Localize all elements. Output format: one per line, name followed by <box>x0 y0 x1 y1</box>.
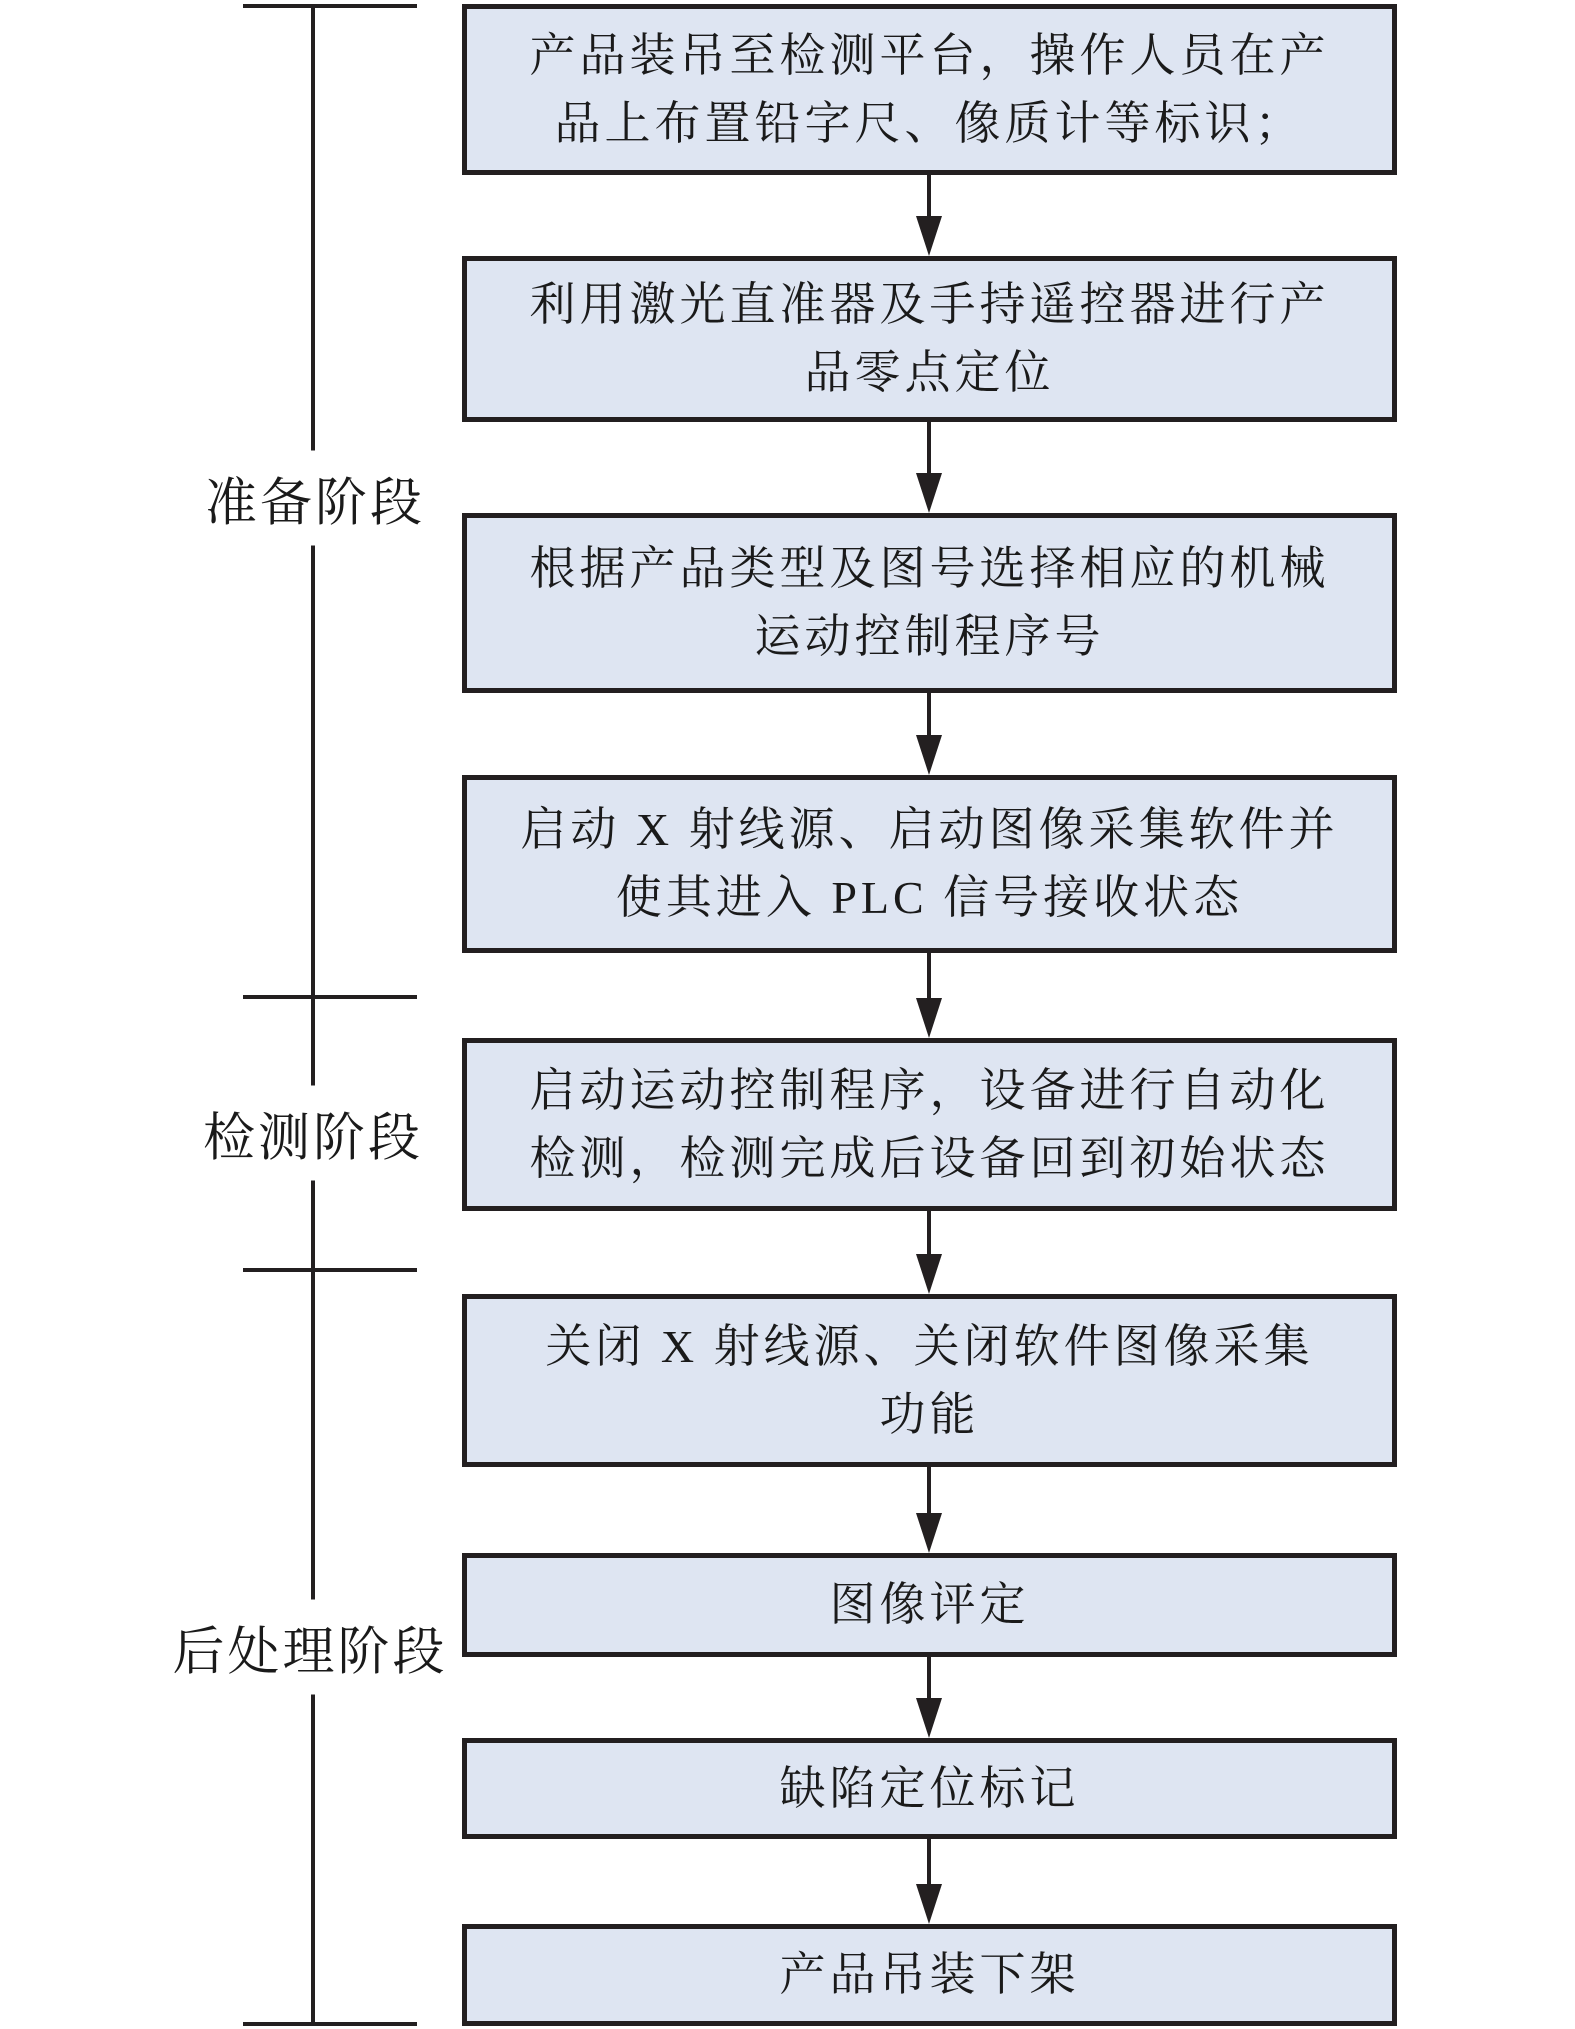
step-text: 使其进入 PLC 信号接收状态 <box>615 872 1244 923</box>
step-text: 利用激光直准器及手持遥控器进行产 <box>529 279 1330 330</box>
phase-bracket-line <box>311 4 315 2024</box>
step-run-motion-control-box <box>462 1038 1397 1211</box>
flow-arrow <box>915 1657 943 1738</box>
phase-label-detection: 检测阶段 <box>199 1086 427 1181</box>
arrow-head-icon <box>916 473 942 513</box>
arrow-head-icon <box>916 216 942 256</box>
step-text: 启动运动控制程序，设备进行自动化 <box>529 1064 1330 1116</box>
flow-arrow <box>915 422 943 513</box>
flow-arrow <box>915 175 943 256</box>
phase-tick-detection-end <box>243 1268 417 1272</box>
arrow-head-icon <box>916 1254 942 1294</box>
arrow-shaft <box>927 422 931 473</box>
arrow-shaft <box>927 693 931 735</box>
step-text: 根据产品类型及图号选择相应的机械 <box>529 543 1330 594</box>
arrow-head-icon <box>916 1884 942 1924</box>
step-text: 关闭 X 射线源、关闭软件图像采集 <box>545 1320 1314 1372</box>
arrow-head-icon <box>916 1513 942 1553</box>
arrow-shaft <box>927 1657 931 1698</box>
step-zero-positioning-box <box>462 256 1397 422</box>
phase-label-postprocessing: 后处理阶段 <box>168 1600 451 1695</box>
arrow-shaft <box>927 953 931 998</box>
step-unload-product-box <box>462 1924 1397 2026</box>
flow-arrow <box>915 1839 943 1924</box>
phase-tick-bottom <box>243 2022 417 2026</box>
arrow-head-icon <box>916 998 942 1038</box>
step-defect-marking-box <box>462 1738 1397 1839</box>
step-text: 品上布置铅字尺、像质计等标识； <box>554 97 1305 149</box>
step-text: 产品装吊至检测平台，操作人员在产 <box>529 29 1330 81</box>
step-text: 运动控制程序号 <box>754 611 1105 662</box>
step-select-program-box <box>462 513 1397 693</box>
step-start-xray-box <box>462 775 1397 953</box>
flow-arrow <box>915 953 943 1038</box>
arrow-shaft <box>927 175 931 216</box>
arrow-head-icon <box>916 735 942 775</box>
step-text: 图像评定 <box>829 1579 1030 1630</box>
step-text: 品零点定位 <box>804 347 1055 398</box>
flow-arrow <box>915 1211 943 1294</box>
phase-tick-top <box>243 4 417 8</box>
phase-label-preparation: 准备阶段 <box>201 451 429 546</box>
arrow-shaft <box>927 1211 931 1254</box>
phase-tick-preparation-end <box>243 995 417 999</box>
step-text: 功能 <box>879 1388 980 1440</box>
step-image-evaluation-box <box>462 1553 1397 1657</box>
arrow-shaft <box>927 1467 931 1513</box>
arrow-head-icon <box>916 1698 942 1738</box>
flow-arrow <box>915 1467 943 1553</box>
step-load-product-box <box>462 4 1397 175</box>
step-text: 启动 X 射线源、启动图像采集软件并 <box>520 804 1339 855</box>
step-stop-xray-box <box>462 1294 1397 1467</box>
flow-arrow <box>915 693 943 775</box>
step-text: 产品吊装下架 <box>779 1949 1080 2000</box>
arrow-shaft <box>927 1839 931 1884</box>
step-text: 检测，检测完成后设备回到初始状态 <box>529 1132 1330 1184</box>
step-text: 缺陷定位标记 <box>779 1762 1080 1814</box>
